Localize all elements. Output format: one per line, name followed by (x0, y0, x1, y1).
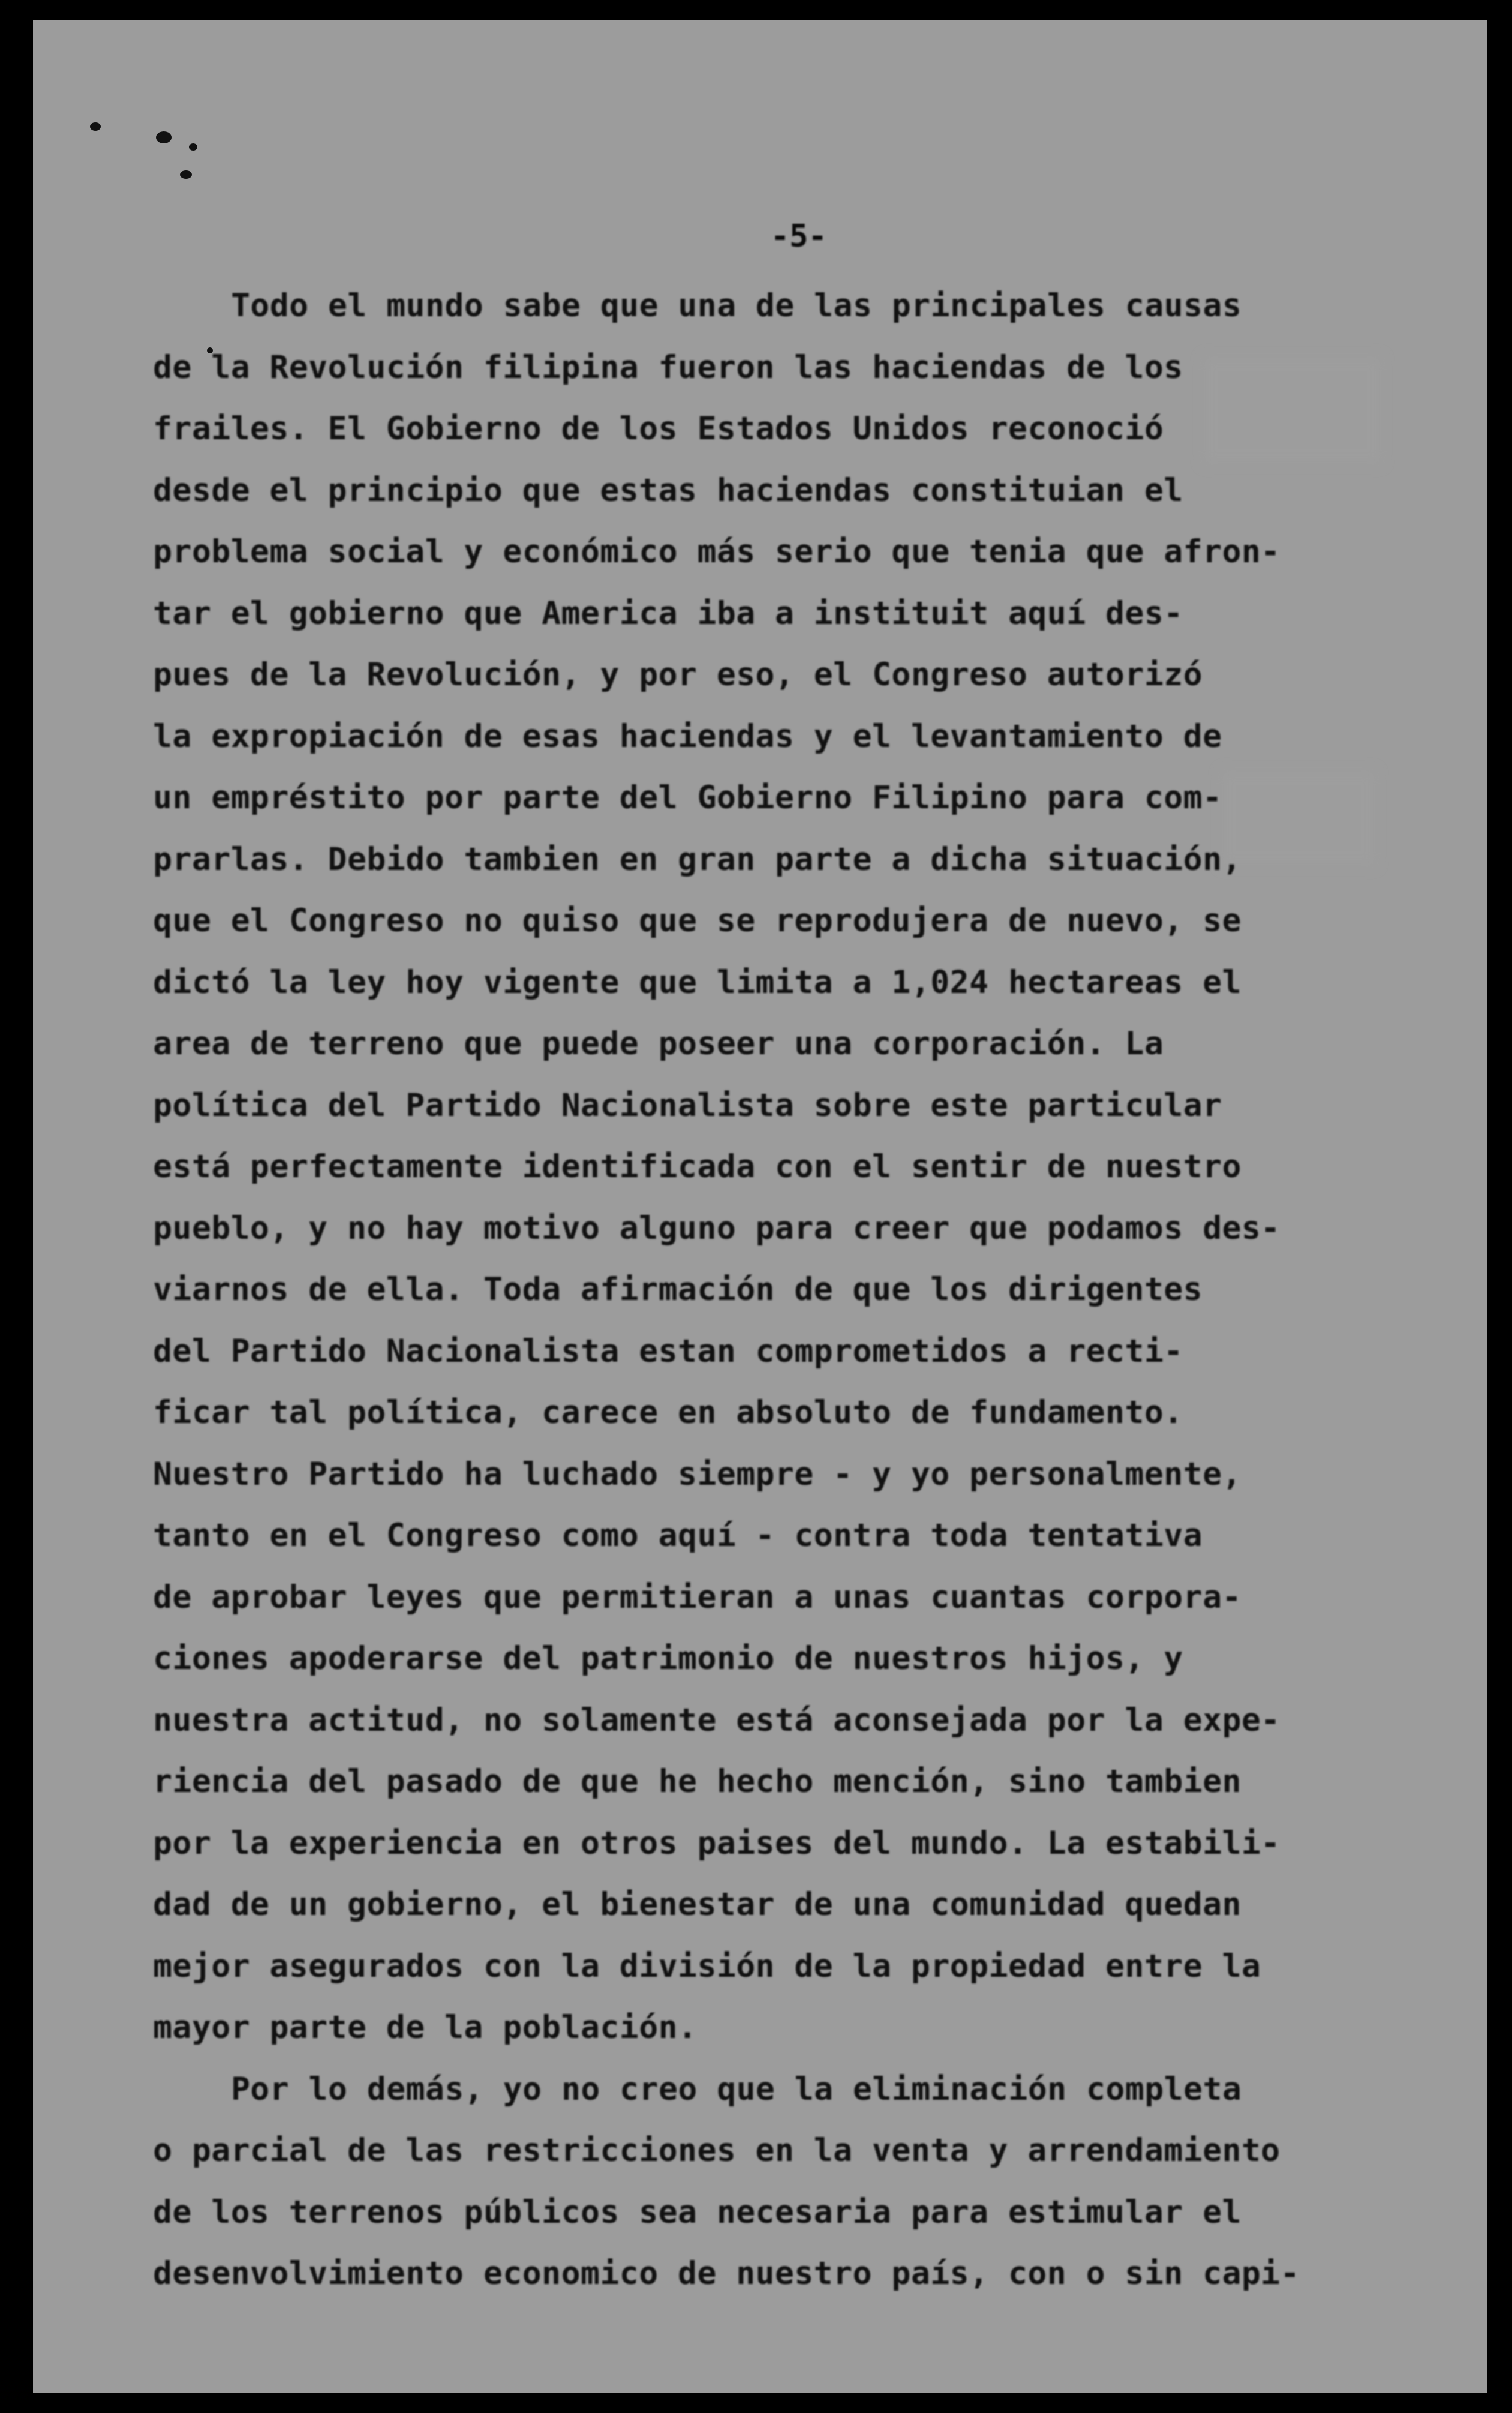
text-line: prarlas. Debido tambien en gran parte a dicha situación, (153, 841, 1242, 878)
ink-speck (156, 131, 172, 143)
text-line: de aprobar leyes que permitieran a unas cuantas corpora- (153, 1579, 1242, 1616)
text-line: riencia del pasado de que he hecho mención, sino tambien (153, 1763, 1242, 1800)
text-line: Nuestro Partido ha luchado siempre - y yo personalmente, (153, 1456, 1242, 1493)
ink-speck (90, 122, 101, 131)
text-line: mayor parte de la población. (153, 2009, 698, 2046)
text-line: de la Revolución filipina fueron las haciendas de los (153, 349, 1183, 386)
text-line: por la experiencia en otros paises del mundo. La estabili- (153, 1825, 1280, 1862)
text-line: nuestra actitud, no solamente está aconsejada por la expe- (153, 1702, 1280, 1739)
text-line: pueblo, y no hay motivo alguno para creer que podamos des- (153, 1210, 1280, 1247)
smudge (1203, 356, 1382, 464)
text-line: la expropiación de esas haciendas y el levantamiento de (153, 718, 1222, 755)
text-line: desenvolvimiento economico de nuestro país, con o sin capi- (153, 2255, 1300, 2292)
ink-speck (189, 143, 197, 151)
text-line: de los terrenos públicos sea necesaria para estimular el (153, 2194, 1242, 2231)
text-line: viarnos de ella. Toda afirmación de que los dirigentes (153, 1271, 1203, 1308)
text-line: tanto en el Congreso como aquí - contra toda tentativa (153, 1517, 1203, 1554)
text-line: ficar tal política, carece en absoluto de fundamento. (153, 1394, 1183, 1431)
text-line: tar el gobierno que America iba a instituit aquí des- (153, 595, 1183, 632)
page-number: -5- (771, 218, 827, 254)
text-line: dictó la ley hoy vigente que limita a 1,024 hectareas el (153, 964, 1242, 1001)
document-page (33, 20, 1487, 2393)
text-line: está perfectamente identificada con el sentir de nuestro (153, 1148, 1242, 1185)
text-line: Todo el mundo sabe que una de las principales causas (231, 287, 1242, 324)
text-line: problema social y económico más serio que tenia que afron- (153, 533, 1280, 570)
text-line: Por lo demás, yo no creo que la eliminación completa (231, 2071, 1242, 2108)
smudge (1221, 770, 1376, 866)
text-line: que el Congreso no quiso que se reprodujera de nuevo, se (153, 902, 1242, 939)
text-line: política del Partido Nacionalista sobre este particular (153, 1087, 1222, 1124)
text-line: dad de un gobierno, el bienestar de una comunidad quedan (153, 1886, 1242, 1923)
text-line: pues de la Revolución, y por eso, el Congreso autorizó (153, 656, 1203, 693)
text-line: un empréstito por parte del Gobierno Filipino para com- (153, 779, 1222, 816)
ink-speck (180, 170, 192, 179)
text-line: del Partido Nacionalista estan comprometidos a recti- (153, 1333, 1183, 1370)
text-line: desde el principio que estas haciendas constituian el (153, 472, 1183, 509)
text-line: mejor asegurados con la división de la propiedad entre la (153, 1948, 1261, 1985)
text-line: o parcial de las restricciones en la venta y arrendamiento (153, 2132, 1280, 2169)
text-line: ciones apoderarse del patrimonio de nuestros hijos, y (153, 1640, 1183, 1677)
text-line: frailes. El Gobierno de los Estados Unidos reconoció (153, 410, 1164, 447)
text-line: area de terreno que puede poseer una corporación. La (153, 1025, 1164, 1062)
